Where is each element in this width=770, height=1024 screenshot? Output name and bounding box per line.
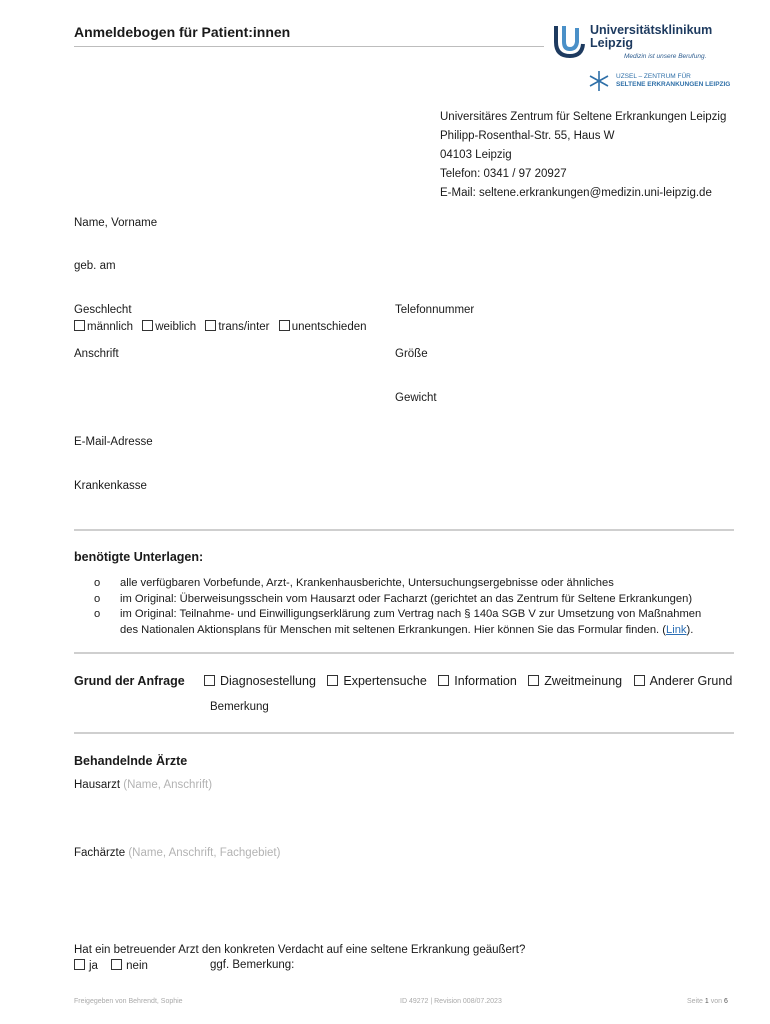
option-label: nein — [126, 960, 148, 972]
gender-checkbox-male[interactable] — [74, 321, 133, 333]
specialists-label: Fachärzte — [74, 847, 126, 859]
checkbox-icon — [74, 959, 85, 970]
gp-label: Hausarzt — [74, 779, 121, 791]
gender-checkbox-trans[interactable] — [205, 321, 269, 333]
uzsel-line1: UZSEL – ZENTRUM FÜR — [616, 73, 691, 80]
reason-options — [204, 674, 732, 688]
gender-checkbox-female[interactable] — [142, 321, 196, 333]
footer-total-pages: 6 — [724, 998, 728, 1005]
footer-document-id: ID 49272 | Revision 008/07.2023 — [400, 998, 502, 1005]
email-field-label[interactable]: E-Mail-Adresse — [74, 436, 153, 448]
list-item: o alle verfügbaren Vorbefunde, Arzt-, Krankenhausberichte, Untersuchungsergebnisse oder ähnliches — [94, 576, 701, 592]
section-divider — [74, 732, 734, 734]
footer-page-number — [687, 998, 728, 1005]
checkbox-icon — [74, 320, 85, 331]
gp-field[interactable] — [74, 779, 212, 791]
reason-option-label: Expertensuche — [343, 674, 427, 688]
checkbox-icon — [438, 675, 449, 686]
reason-option-other[interactable] — [634, 674, 733, 688]
suspicion-yes-checkbox[interactable] — [74, 960, 98, 972]
gender-checkbox-undecided[interactable] — [279, 321, 367, 333]
reason-option-diagnosis[interactable] — [204, 674, 316, 688]
list-item: o im Original: Überweisungsschein vom Hausarzt oder Facharzt (gerichtet an das Zentrum für Seltene Erkrankungen) — [94, 592, 701, 608]
weight-field-label[interactable]: Gewicht — [395, 392, 437, 404]
specialists-hint: (Name, Anschrift, Fachgebiet) — [128, 847, 281, 859]
gender-options — [74, 320, 367, 333]
list-item-text: ). — [686, 623, 694, 636]
option-label: ja — [89, 960, 98, 972]
phone-field-label[interactable]: Telefonnummer — [395, 304, 475, 316]
suspicion-no-checkbox[interactable] — [111, 960, 148, 972]
checkbox-icon — [142, 320, 153, 331]
gender-option-label: weiblich — [155, 321, 197, 333]
logo-name-line1: Universitätsklinikum — [590, 23, 713, 37]
reason-option-label: Zweitmeinung — [544, 674, 623, 688]
documents-heading: benötigte Unterlagen: — [74, 550, 204, 564]
reason-option-second-opinion[interactable] — [528, 674, 622, 688]
snowflake-icon — [588, 70, 610, 92]
reason-option-information[interactable] — [438, 674, 517, 688]
list-item-text: des Nationalen Aktionsplans für Menschen mit seltenen Erkrankungen. Hier können Sie das Formular finden. ( — [120, 623, 666, 636]
uniklinikum-logo-icon — [552, 24, 588, 64]
footer-approved-by: Freigegeben von Behrendt, Sophie — [74, 998, 183, 1005]
suspicion-question: Hat ein betreuender Arzt den konkreten Verdacht auf eine seltene Erkrankung geäußert? — [74, 944, 526, 956]
footer-page-mid: von — [710, 998, 723, 1005]
insurance-field-label[interactable]: Krankenkasse — [74, 480, 147, 492]
address-line: 04103 Leipzig — [440, 149, 512, 161]
birthdate-field-label[interactable]: geb. am — [74, 260, 116, 272]
reason-remark-label[interactable]: Bemerkung — [210, 701, 269, 713]
checkbox-icon — [279, 320, 290, 331]
name-field-label[interactable]: Name, Vorname — [74, 217, 158, 229]
list-item: o im Original: Teilnahme- und Einwilligungserklärung zum Vertrag nach § 140a SGB V zur Umsetzung von Maßnahmen — [94, 607, 701, 623]
address-line: Philipp-Rosenthal-Str. 55, Haus W — [440, 130, 615, 142]
section-divider — [74, 652, 734, 654]
reason-option-label: Anderer Grund — [649, 674, 733, 688]
suspicion-options — [74, 959, 148, 972]
checkbox-icon — [327, 675, 338, 686]
title-divider — [74, 46, 544, 47]
reason-option-expert[interactable] — [327, 674, 426, 688]
reason-option-label: Information — [454, 674, 517, 688]
form-link[interactable]: Link — [666, 623, 687, 636]
gender-label: Geschlecht — [74, 304, 132, 316]
logo-name-line2: Leipzig — [590, 36, 634, 50]
documents-list — [94, 576, 701, 638]
section-divider — [74, 529, 734, 531]
suspicion-remark-label[interactable]: ggf. Bemerkung: — [210, 959, 295, 971]
logo-tagline: Medizin ist unsere Berufung. — [624, 53, 707, 60]
checkbox-icon — [205, 320, 216, 331]
uniklinikum-logo — [552, 18, 742, 66]
specialists-field[interactable] — [74, 847, 280, 859]
gp-hint: (Name, Anschrift) — [123, 779, 213, 791]
height-field-label[interactable]: Größe — [395, 348, 428, 360]
address-line: Telefon: 0341 / 97 20927 — [440, 168, 567, 180]
footer-current-page: 1 — [704, 998, 709, 1005]
checkbox-icon — [111, 959, 122, 970]
list-item-continuation — [94, 623, 701, 639]
reason-option-label: Diagnosestellung — [220, 674, 316, 688]
uzsel-logo — [588, 70, 748, 94]
address-field-label[interactable]: Anschrift — [74, 348, 119, 360]
gender-option-label: unentschieden — [291, 321, 367, 333]
address-block — [440, 108, 726, 203]
address-line: Universitäres Zentrum für Seltene Erkrankungen Leipzig — [440, 111, 727, 123]
footer-page-prefix: Seite — [687, 998, 703, 1005]
checkbox-icon — [634, 675, 645, 686]
page-title: Anmeldebogen für Patient:innen — [74, 24, 291, 40]
doctors-heading: Behandelnde Ärzte — [74, 754, 188, 768]
gender-option-label: trans/inter — [218, 321, 270, 333]
checkbox-icon — [528, 675, 539, 686]
address-line: E-Mail: seltene.erkrankungen@medizin.uni-leipzig.de — [440, 187, 712, 199]
uzsel-line2: SELTENE ERKRANKUNGEN LEIPZIG — [616, 81, 731, 88]
gender-option-label: männlich — [87, 321, 134, 333]
checkbox-icon — [204, 675, 215, 686]
reason-heading: Grund der Anfrage — [74, 674, 185, 688]
